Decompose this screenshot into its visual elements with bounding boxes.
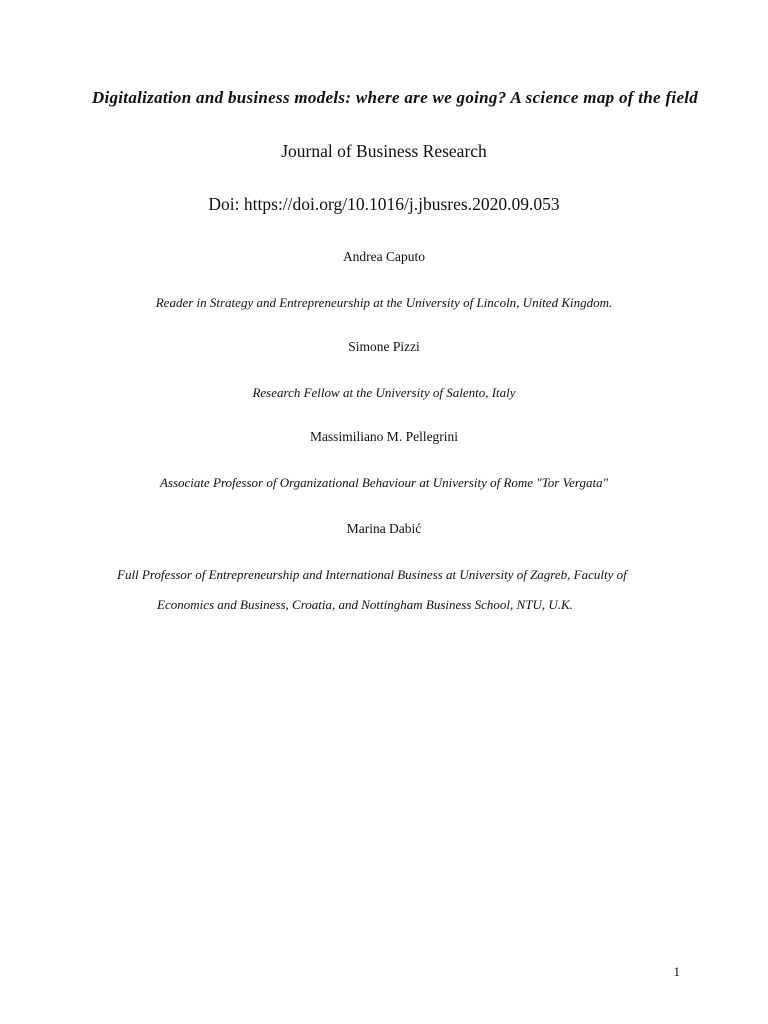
journal-name: Journal of Business Research: [281, 141, 487, 161]
author-affiliation-line-1: Full Professor of Entrepreneurship and International Business at University of Zagreb, Faculty of: [117, 567, 627, 582]
doi-line: Doi: https://doi.org/10.1016/j.jbusres.2020.09.053: [208, 194, 560, 214]
author-name: Massimiliano M. Pellegrini: [309, 429, 459, 444]
author-name: Andrea Caputo: [342, 249, 426, 264]
paper-title: Digitalization and business models: where are we going? A science map of the field: [91, 88, 699, 107]
author-affiliation-line-2: Economics and Business, Croatia, and Nottingham Business School, NTU, U.K.: [157, 597, 573, 612]
author-name: Simone Pizzi: [348, 339, 420, 354]
author-affiliation: Reader in Strategy and Entrepreneurship at the University of Lincoln, United Kingdom.: [155, 295, 613, 310]
author-affiliation: Research Fellow at the University of Salento, Italy: [252, 385, 516, 400]
author-affiliation: Associate Professor of Organizational Behaviour at University of Rome "Tor Vergata": [159, 475, 609, 490]
author-name: Marina Dabić: [346, 521, 422, 536]
page-number: 1: [673, 964, 680, 979]
